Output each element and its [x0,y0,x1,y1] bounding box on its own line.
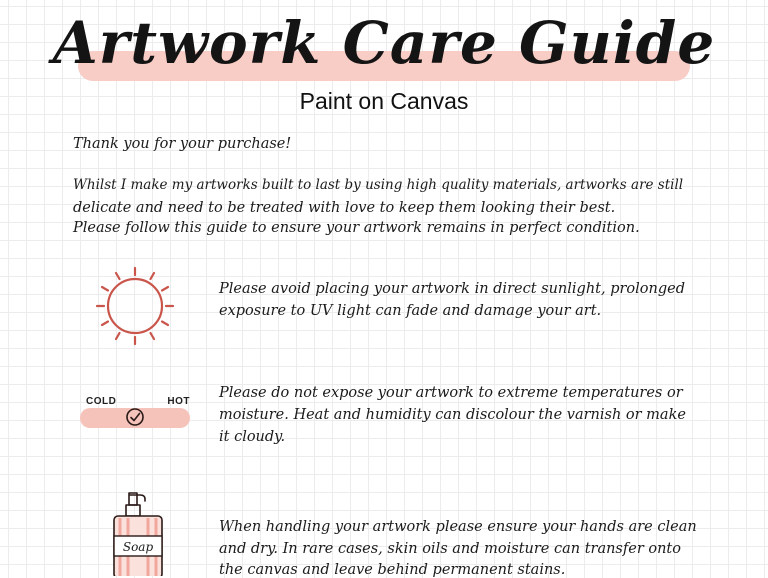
intro-line-1: Whilst I make my artworks built to last by using high quality materials, artworks are still [73,177,684,193]
intro-line-3: Please follow this guide to ensure your artwork remains in perfect condition. [73,220,640,236]
intro-line-2: delicate and need to be treated with love to keep them looking their best. [73,200,616,216]
tip-handling-line-2: and dry. In rare cases, skin oils and moisture can transfer onto [219,541,681,557]
tip-temperature-line-1: Please do not expose your artwork to extreme temperatures or [219,385,683,401]
tip-sunlight-line-1: Please avoid placing your artwork in direct sunlight, prolonged [219,281,685,297]
cold-label: COLD [86,396,117,407]
sun-icon [90,263,180,349]
tip-temperature-line-2: moisture. Heat and humidity can discolour the varnish or make [219,407,686,423]
intro-thanks: Thank you for your purchase! [73,136,292,152]
tip-temperature-line-3: it cloudy. [219,429,286,445]
tip-sunlight-line-2: exposure to UV light can fade and damage your art. [219,303,602,319]
soap-label: Soap [122,540,154,554]
temperature-check-icon [125,407,145,427]
page-subtitle: Paint on Canvas [299,88,469,114]
tip-handling-line-1: When handling your artwork please ensure your hands are clean [219,519,697,535]
page-title: Artwork Care Guide [52,9,716,77]
hot-label: HOT [167,396,190,407]
soap-bottle-icon [104,488,174,576]
tip-handling-line-3: the canvas and leave behind permanent stains. [219,562,566,578]
